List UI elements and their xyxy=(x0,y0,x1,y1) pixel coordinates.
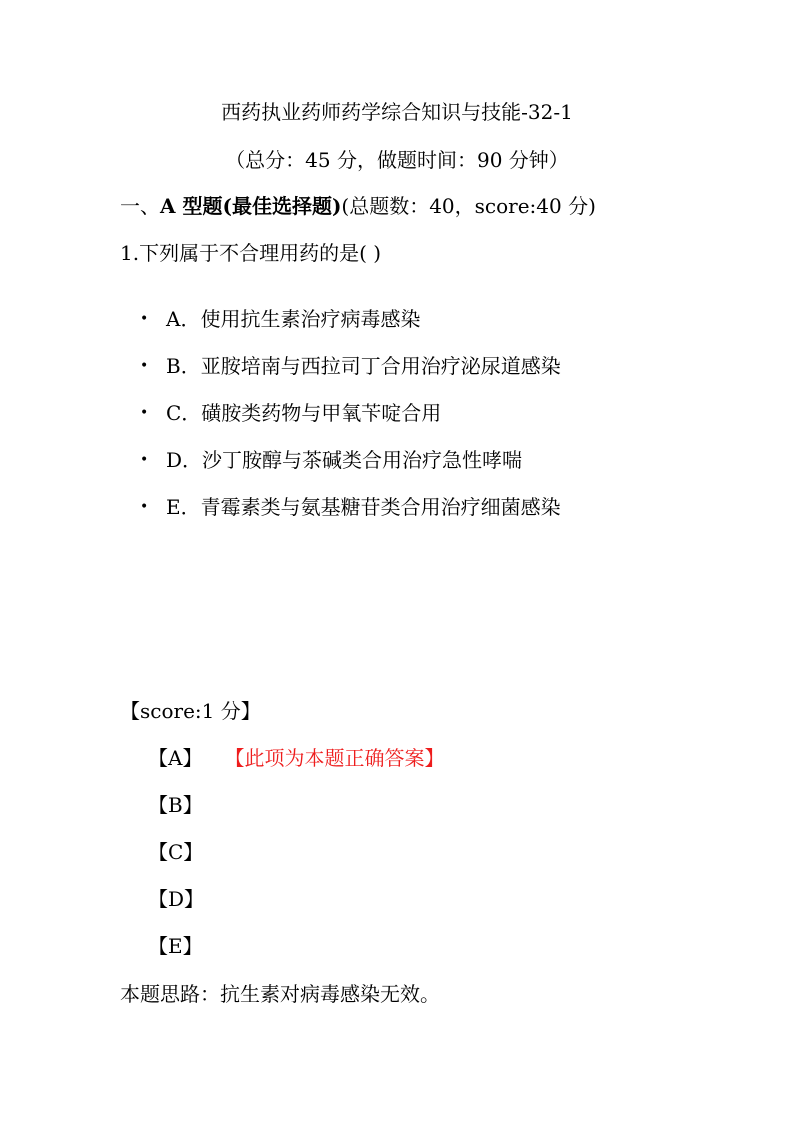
section-heading xyxy=(120,192,596,220)
option-item xyxy=(140,493,561,540)
score-label: 【score:1 分】 xyxy=(120,699,261,723)
option-item xyxy=(140,446,561,493)
option-label: E．青霉素类与氨基糖苷类合用治疗细菌感染 xyxy=(166,495,561,519)
option-item xyxy=(140,399,561,446)
bullet-icon: • xyxy=(140,405,149,421)
answer-list xyxy=(148,744,444,979)
answer-label: 【B】 xyxy=(148,793,203,817)
bullet-icon: • xyxy=(140,311,149,327)
option-item xyxy=(140,352,561,399)
section-name: A 型题(最佳选择题) xyxy=(160,194,342,218)
answer-label: 【E】 xyxy=(148,934,203,958)
document-subtitle: （总分：45 分，做题时间：90 分钟） xyxy=(225,148,569,172)
answer-label: 【A】 xyxy=(148,746,203,770)
answer-item xyxy=(148,932,444,979)
option-label: C．磺胺类药物与甲氧苄啶合用 xyxy=(166,401,442,425)
option-label: A．使用抗生素治疗病毒感染 xyxy=(166,307,421,331)
answer-label: 【D】 xyxy=(148,887,205,911)
option-label: B．亚胺培南与西拉司丁合用治疗泌尿道感染 xyxy=(166,354,561,378)
answer-item xyxy=(148,791,444,838)
option-list xyxy=(140,305,561,540)
answer-item xyxy=(148,885,444,932)
option-label: D．沙丁胺醇与茶碱类合用治疗急性哮喘 xyxy=(166,448,523,472)
document-title: 西药执业药师药学综合知识与技能-32-1 xyxy=(221,100,573,124)
bullet-icon: • xyxy=(140,452,149,468)
bullet-icon: • xyxy=(140,499,149,515)
answer-label: 【C】 xyxy=(148,840,204,864)
answer-item xyxy=(148,744,444,791)
correct-answer-mark: 【此项为本题正确答案】 xyxy=(234,746,445,770)
section-prefix: 一、 xyxy=(120,194,160,218)
section-info: (总题数：40，score:40 分) xyxy=(341,194,596,218)
bullet-icon: • xyxy=(140,358,149,374)
question-text: 1.下列属于不合理用药的是( ) xyxy=(120,241,382,265)
option-item xyxy=(140,305,561,352)
answer-item xyxy=(148,838,444,885)
answer-explanation: 本题思路：抗生素对病毒感染无效。 xyxy=(120,982,440,1006)
